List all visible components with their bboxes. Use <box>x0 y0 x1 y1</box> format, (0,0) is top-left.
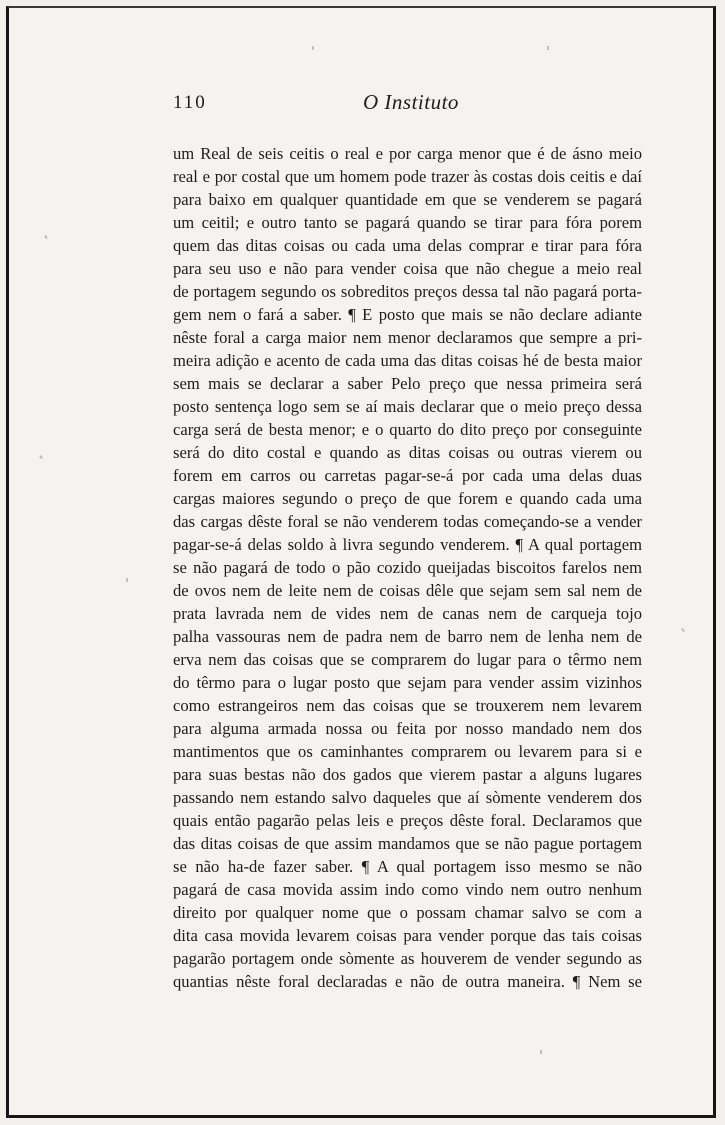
text-line: meira adição e acento de cada uma das ditas coisas hé de besta maior <box>173 351 642 370</box>
text-line: quais então pagarão pelas leis e preços dêste foral. Declaramos que <box>173 811 642 830</box>
text-line: se não pagará de todo o pão cozido queijadas biscoitos farelos nem <box>173 558 642 577</box>
text-line: forem em carros ou carretas pagar-se-á por cada uma delas duas <box>173 466 642 485</box>
text-line: pagar-se-á delas soldo à livra segundo venderem. ¶ A qual portagem <box>173 535 642 554</box>
text-line: real e por costal que um homem pode trazer às costas dois ceitis e daí <box>173 167 642 186</box>
text-line: sem mais se declarar a saber Pelo preço que nessa primeira será <box>173 374 642 393</box>
text-line: quantias nêste foral declaradas e não de outra maneira. ¶ Nem se <box>173 972 642 991</box>
text-line: para suas bestas não dos gados que vierem pastar a alguns lugares <box>173 765 642 784</box>
text-line: palha vassouras nem de padra nem de barro nem de lenha nem de <box>173 627 642 646</box>
text-line: cargas maiores segundo o preço de que forem e quando cada uma <box>173 489 642 508</box>
scan-speck <box>126 578 128 582</box>
text-line: como estrangeiros nem das coisas que se trouxerem nem levarem <box>173 696 642 715</box>
page-number: 110 <box>173 92 207 113</box>
text-line: pagarão portagem onde sòmente as houverem de vender segundo as <box>173 949 642 968</box>
text-line: mantimentos que os caminhantes comprarem ou levarem para si e <box>173 742 642 761</box>
text-line: para baixo em qualquer quantidade em que se venderem se pagará <box>173 190 642 209</box>
text-line: das cargas dêste foral se não venderem todas começando-se a vender <box>173 512 642 531</box>
text-line: gem nem o fará a saber. ¶ E posto que mais se não declare adiante <box>173 305 642 324</box>
text-line: quem das ditas coisas ou cada uma delas comprar e tirar para fóra <box>173 236 642 255</box>
text-line: um Real de seis ceitis o real e por carga menor que é de ásno meio <box>173 144 642 163</box>
text-line: prata lavrada nem de vides nem de canas nem de carqueja tojo <box>173 604 642 623</box>
text-line: se não ha-de fazer saber. ¶ A qual portagem isso mesmo se não <box>173 857 642 876</box>
scan-speck <box>312 46 314 50</box>
text-line: nêste foral a carga maior nem menor declaramos que sempre a pri- <box>173 328 642 347</box>
text-line: será do dito costal e quando as ditas coisas ou outras vierem ou <box>173 443 642 462</box>
text-line: do têrmo para o lugar posto que sejam para vender assim vizinhos <box>173 673 642 692</box>
text-line: carga será de besta menor; e o quarto do dito preço por conseguinte <box>173 420 642 439</box>
text-line: para seu uso e não para vender coisa que não chegue a meio real <box>173 259 642 278</box>
text-line: de portagem segundo os sobreditos preços dessa tal não pagará porta- <box>173 282 642 301</box>
running-head <box>173 92 643 116</box>
text-line: erva nem das coisas que se comprarem do lugar para o têrmo nem <box>173 650 642 669</box>
text-line: direito por qualquer nome que o possam chamar salvo se com a <box>173 903 642 922</box>
text-line: posto sentença logo sem se aí mais declarar que o meio preço dessa <box>173 397 642 416</box>
text-line: para alguma armada nossa ou feita por nosso mandado nem dos <box>173 719 642 738</box>
text-line: pagará de casa movida assim indo como vindo nem outro nenhum <box>173 880 642 899</box>
text-line: dita casa movida levarem coisas para vender porque das tais coisas <box>173 926 642 945</box>
body-text <box>173 142 642 993</box>
scan-speck <box>540 1050 542 1054</box>
running-title: O Instituto <box>363 90 459 114</box>
text-line: de ovos nem de leite nem de coisas dêle que sejam sem sal nem de <box>173 581 642 600</box>
scan-speck <box>547 46 549 50</box>
text-line: um ceitil; e outro tanto se pagará quando se tirar para fóra porem <box>173 213 642 232</box>
text-line: passando nem estando salvo daqueles que aí sòmente venderem dos <box>173 788 642 807</box>
text-line: das ditas coisas de que assim mandamos que se não pague portagem <box>173 834 642 853</box>
